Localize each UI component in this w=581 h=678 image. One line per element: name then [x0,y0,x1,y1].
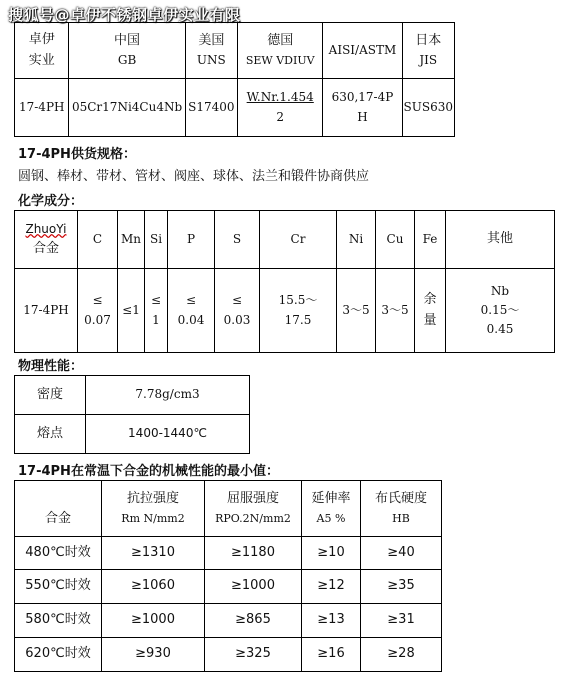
phys-heading: 物理性能： [18,359,84,374]
chem-value-line: 3～5 [381,302,409,317]
mech-cell: ≥1180 [205,537,302,570]
chem-element-header: Cu [376,211,415,269]
grade-header-japan [402,23,454,79]
grade-cell: S17400 [185,79,237,137]
mech-header-unit: Rm N/mm2 [121,512,185,526]
grade-header-china [69,23,185,79]
grade-header-zhuoyi [15,23,69,79]
mech-cell: ≥16 [302,638,361,672]
chem-element-header: Fe [415,211,446,269]
mech-cell: ≥865 [205,604,302,638]
mech-cell: ≥325 [205,638,302,672]
mech-cell: ≥40 [361,537,442,570]
mech-header [205,481,302,537]
chem-value-line: 0.07 [84,312,111,327]
chem-element-header: 其他 [446,211,555,269]
grade-header-text: GB [117,53,137,68]
chem-value-line: Nb [490,283,510,298]
grade-header-text: 日本 [415,32,442,48]
mech-cell: ≥10 [302,537,361,570]
mech-table [14,480,442,672]
chem-value-line: ≤ [92,293,103,308]
chem-value-line: 17.5 [284,312,312,327]
chem-element-header: Ni [337,211,376,269]
mech-header [302,481,361,537]
mech-header [361,481,442,537]
chem-element-header: P [168,211,215,269]
mech-alloy-header: 合金 [15,481,102,537]
grade-cell-text: H [357,109,368,124]
mech-header-title: 布氏硬度 [374,491,427,507]
mech-header-title: 抗拉强度 [126,491,179,507]
supply-heading: 17-4PH供货规格： [18,147,136,162]
grade-header-text: 美国 [198,32,225,48]
grade-header-text: 卓伊 [28,31,55,47]
mech-cell: ≥31 [361,604,442,638]
mech-cell: ≥35 [361,570,442,604]
grade-header-text: 德国 [267,33,294,49]
phys-label: 密度 [15,376,86,415]
chem-value-cell [446,269,555,353]
mech-cell: 620℃时效 [15,638,102,672]
phys-label: 熔点 [15,415,86,454]
mech-cell: ≥1310 [102,537,205,570]
mech-cell: ≥12 [302,570,361,604]
chem-element-header: S [215,211,260,269]
grade-cell-text: 630,17-4P [331,90,394,105]
chem-element-header: Cr [260,211,337,269]
chem-value-line: 量 [423,312,437,328]
mech-cell: ≥28 [361,638,442,672]
chem-table [14,210,555,353]
chem-value-line: ≤ [231,293,243,308]
grade-header-text: UNS [196,53,226,68]
chem-value-cell [145,269,168,353]
chem-value-line: 3～5 [342,302,370,317]
mech-header-unit: RPO.2N/mm2 [215,512,291,526]
chem-value-line: 0.04 [177,312,205,327]
mech-header-unit: A5 % [316,512,346,526]
table-row [15,537,442,570]
chem-value-cell [376,269,415,353]
watermark: 搜狐号@卓伊不锈钢卓伊实业有限 [8,6,241,24]
chem-heading: 化学成分： [18,194,84,209]
chem-value-line: 0.15～ [480,302,520,317]
grade-header-text: AISI/ASTM [328,42,397,57]
table-row [15,638,442,672]
grade-cell-aisi [323,79,402,137]
chem-alloy-cell: 17-4PH [15,269,78,353]
chem-value-cell [415,269,446,353]
grade-header-text: SEW VDIUV [245,54,315,68]
grade-cell: 17-4PH [15,79,69,137]
chem-value-cell [337,269,376,353]
chem-value-line: 1 [152,312,160,327]
chem-corner-bottom: 合金 [32,240,59,256]
grade-header-text: 中国 [114,32,141,48]
chem-value-line: 0.45 [486,322,514,337]
grade-cell: SUS630 [402,79,454,137]
chem-value-cell [215,269,260,353]
chem-element-header: Si [145,211,168,269]
grade-header-text: JIS [419,53,438,68]
chem-element-header: Mn [118,211,145,269]
phys-table [14,375,250,454]
grade-cell-text: W.Nr.1.454 [246,90,314,105]
table-row [15,570,442,604]
chem-value-line: 0.03 [223,312,251,327]
mech-cell: ≥13 [302,604,361,638]
chem-value-line: 余 [423,291,437,307]
chem-value-cell [260,269,337,353]
grade-header-germany [238,23,323,79]
grade-table [14,22,455,137]
mech-cell: 480℃时效 [15,537,102,570]
mech-cell: ≥1000 [102,604,205,638]
grade-cell-germany [238,79,323,137]
chem-value-line: 15.5～ [278,293,318,308]
chem-corner-cell [15,211,78,269]
grade-cell: 05Cr17Ni4Cu4Nb [69,79,185,137]
mech-header-title: 延伸率 [311,491,351,507]
phys-value: 7.78g/cm3 [86,376,250,415]
mech-cell: ≥930 [102,638,205,672]
grade-header-aisi [323,23,402,79]
mech-cell: 550℃时效 [15,570,102,604]
chem-value-cell [78,269,118,353]
chem-value-cell [168,269,215,353]
mech-cell: ≥1060 [102,570,205,604]
mech-cell: ≥1000 [205,570,302,604]
chem-value-line: ≤ [150,293,162,308]
grade-cell-text: 2 [276,109,285,124]
grade-header-usa [185,23,237,79]
mech-heading: 17-4PH在常温下合金的机械性能的最小值： [18,464,279,479]
chem-value-cell [118,269,145,353]
phys-value: 1400-1440℃ [86,415,250,454]
supply-text: 圆钢、棒材、带材、管材、阀座、球体、法兰和锻件协商供应 [18,169,370,184]
grade-header-text: 实业 [28,52,55,68]
chem-element-header: C [78,211,118,269]
chem-corner-top: ZhuoYi [25,221,67,236]
chem-value-line: ≤ [185,293,197,308]
mech-cell: 580℃时效 [15,604,102,638]
mech-header-title: 屈服强度 [226,491,279,507]
chem-value-line: ≤1 [122,302,140,317]
table-row [15,604,442,638]
mech-header [102,481,205,537]
mech-header-unit: HB [392,512,410,526]
